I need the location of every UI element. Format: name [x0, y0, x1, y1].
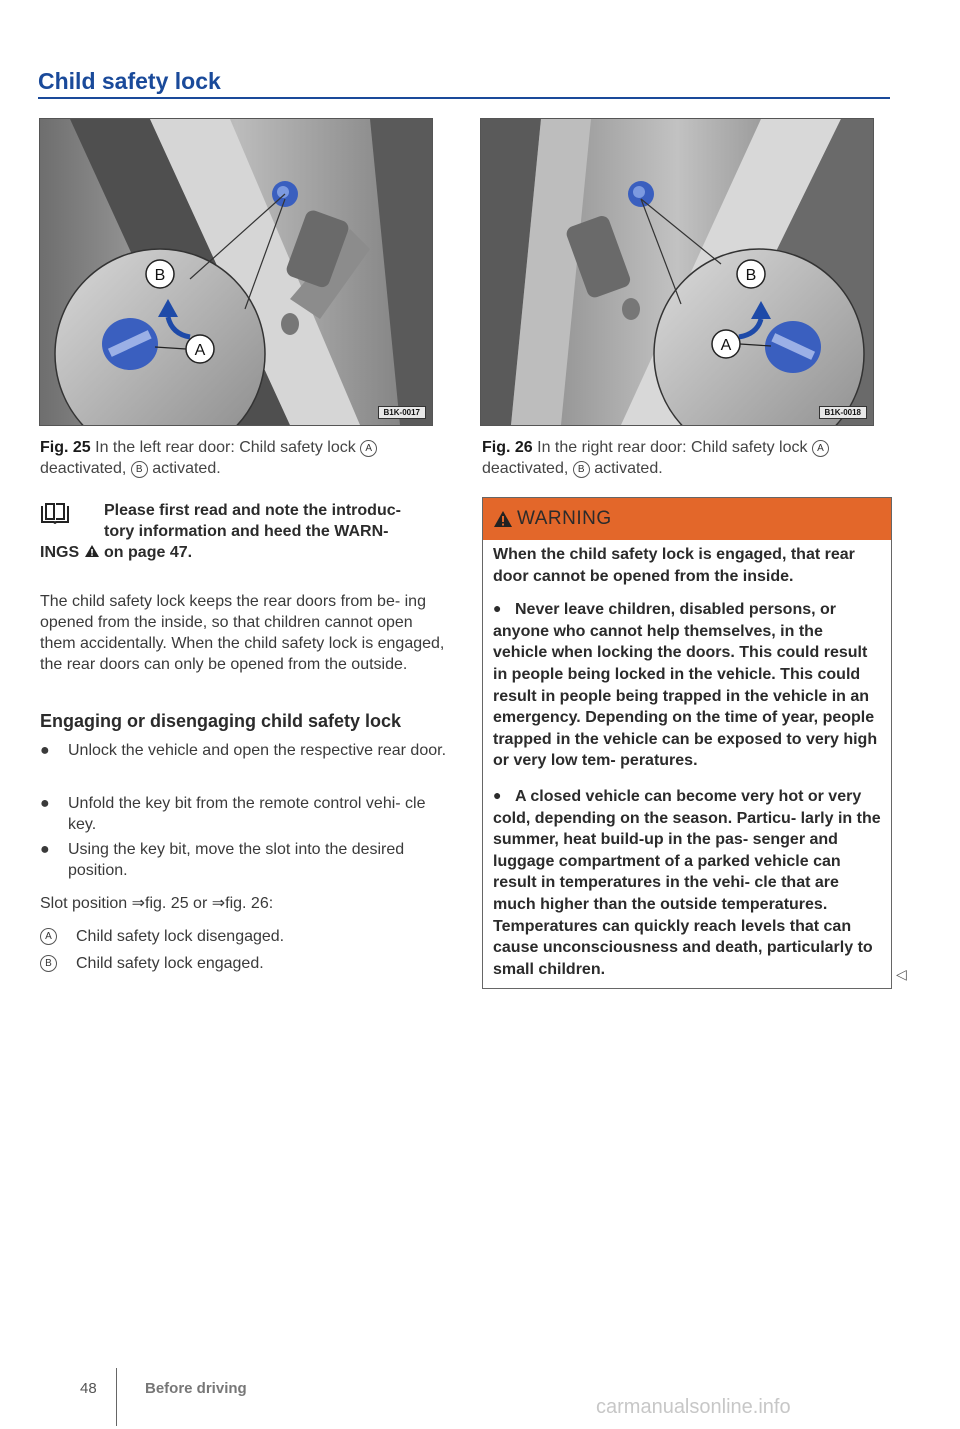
- figure-25-code: B1K-0017: [378, 406, 426, 419]
- watermark: carmanualsonline.info: [596, 1396, 791, 1418]
- bullet-icon: ●: [40, 795, 50, 812]
- warning-lead: When the child safety lock is engaged, that rear door cannot be opened from the inside.: [493, 546, 855, 585]
- circle-a-marker: A: [360, 440, 377, 457]
- warning-title: WARNING: [517, 508, 612, 529]
- circle-a-marker: A: [40, 928, 57, 945]
- figure-26-caption: Fig. 26 In the right rear door: Child safety lock A deactivated, B activated.: [482, 437, 882, 479]
- circle-b-marker: B: [131, 461, 148, 478]
- circle-b-marker: B: [40, 955, 57, 972]
- list-item: B Child safety lock engaged.: [40, 953, 450, 974]
- circle-b-marker: B: [573, 461, 590, 478]
- figure-26-code: B1K-0018: [819, 406, 867, 419]
- list-item: ● Unfold the key bit from the remote control vehi- cle key.: [40, 795, 426, 833]
- circle-a-marker: A: [812, 440, 829, 457]
- figure-25-caption: Fig. 25 In the left rear door: Child safety lock A deactivated, B activated.: [40, 437, 440, 479]
- intro-note: Please first read and note the introduc- tory information and heed the WARN- INGS on page 47.: [40, 502, 401, 561]
- warning-icon: [493, 510, 513, 528]
- page-reference-link[interactable]: on page 47.: [104, 544, 193, 561]
- list-item: ● Using the key bit, move the slot into the desired position.: [40, 841, 405, 879]
- list-item: ● Unlock the vehicle and open the respective rear door.: [40, 742, 447, 759]
- figure-25-label-b: B: [154, 267, 166, 284]
- book-icon: [40, 502, 70, 524]
- warning-icon: [84, 544, 100, 558]
- title-divider: [38, 97, 890, 99]
- figure-25-number: Fig. 25: [40, 439, 91, 456]
- warning-box: [482, 497, 892, 989]
- figure-26-label-a: A: [720, 337, 732, 354]
- end-marker-icon: ◁: [896, 966, 907, 982]
- body-paragraph: The child safety lock keeps the rear doors from be- ing opened from the inside, so that children cannot open them accidentally. When the child safety lock is engaged, the rear doors can only be opened from the outside.: [40, 593, 445, 673]
- figure-26-label-b: B: [745, 267, 757, 284]
- slot-position-text: Slot position ⇒fig. 25 or ⇒fig. 26:: [40, 895, 274, 912]
- bullet-icon: ●: [493, 786, 502, 803]
- figure-25-image: [39, 118, 433, 426]
- warning-bullet: ● A closed vehicle can become very hot or very cold, depending on the season. Particu- larly in the summer, heat build-up in the pas- senger and luggage compartment of a parked vehicle can result in temperatures in the vehi- cle that are much higher than the outside temperatures. Temperatures can quickly reach levels that can cause unconsciousness and death, particularly to small children.: [493, 786, 881, 978]
- footer-section: Before driving: [145, 1380, 247, 1397]
- page-number: 48: [80, 1380, 97, 1397]
- section-heading: Engaging or disengaging child safety lock: [40, 711, 402, 731]
- figure-26-number: Fig. 26: [482, 439, 533, 456]
- list-item: A Child safety lock disengaged.: [40, 926, 450, 947]
- figure-25-label-a: A: [194, 342, 206, 359]
- page-title: Child safety lock: [38, 68, 221, 94]
- bullet-icon: ●: [493, 600, 502, 617]
- bullet-icon: ●: [40, 841, 50, 858]
- bullet-icon: ●: [40, 742, 50, 759]
- warning-header: [483, 498, 891, 540]
- figure-26-image: [480, 118, 874, 426]
- footer-divider: [116, 1368, 117, 1426]
- warning-bullet: ● Never leave children, disabled persons, or anyone who cannot help themselves, in the vehicle when locking the doors. This could result in people being locked in the vehicle. This could result in people being trapped in the vehicle in an emergency. Depending on the time of year, people trapped in the vehicle can be exposed to very high or very low tem- peratures.: [493, 600, 878, 770]
